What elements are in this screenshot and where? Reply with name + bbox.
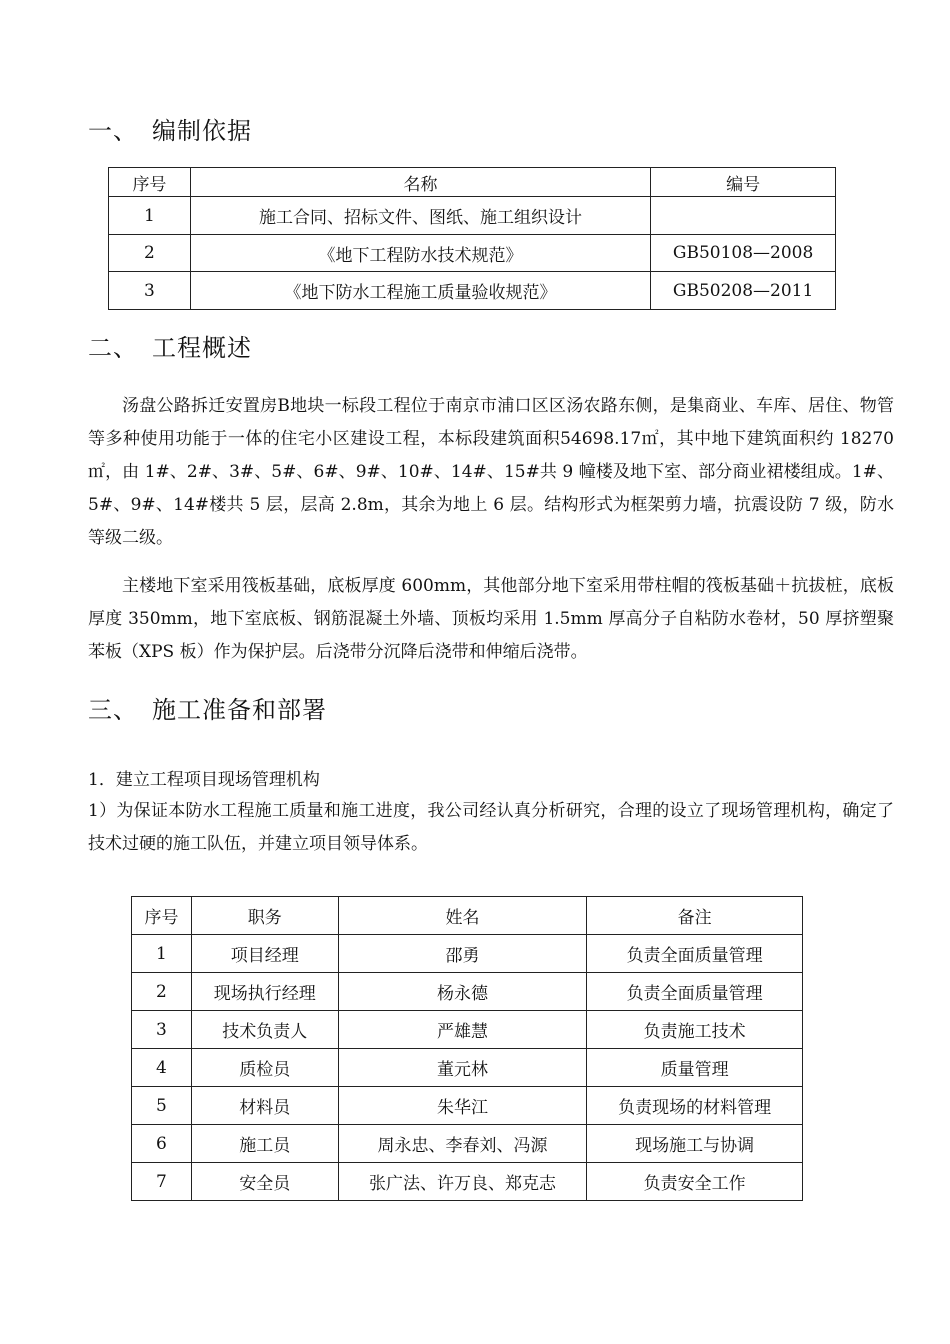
section-3-heading	[88, 690, 327, 725]
table-row	[109, 235, 836, 272]
table-cell: 负责全面质量管理	[587, 973, 803, 1011]
table-cell: 项目经理	[191, 935, 338, 973]
table-cell: 负责现场的材料管理	[587, 1087, 803, 1125]
table-cell: 材料员	[191, 1087, 338, 1125]
table-cell: 《地下防水工程施工质量验收规范》	[190, 272, 650, 310]
table-cell: 现场施工与协调	[587, 1125, 803, 1163]
table-cell: 1	[132, 935, 192, 973]
section-2-title: 工程概述	[152, 334, 252, 362]
table-cell: 2	[109, 235, 191, 272]
table-row	[132, 1125, 803, 1163]
table-cell: 3	[109, 272, 191, 310]
table-cell: 负责安全工作	[587, 1163, 803, 1201]
overview-paragraph-1: 汤盘公路拆迁安置房B地块一标段工程位于南京市浦口区区汤农路东侧，是集商业、车库、居住、物管等多种使用功能于一体的住宅小区建设工程，本标段建筑面积54698.17㎡，其中地下建筑面积约 18270㎡，由 1#、2#、3#、5#、6#、9#、10#、14#、15#共 9 幢楼及地下室、部分商业裙楼组成。1#、5#、9#、14#楼共 5 层，层高 2.8m，其余为地上 6 层。结构形式为框架剪力墙，抗震设防 7 级，防水等级二级。	[88, 396, 894, 548]
header-cell: 备注	[587, 897, 803, 935]
table-cell: 朱华江	[338, 1087, 587, 1125]
table-cell: 负责施工技术	[587, 1011, 803, 1049]
table-cell: GB50208—2011	[651, 272, 836, 310]
header-cell: 序号	[109, 168, 191, 197]
table-cell	[651, 197, 836, 235]
table-cell: 张广法、许万良、郑克志	[338, 1163, 587, 1201]
header-cell: 姓名	[338, 897, 587, 935]
table-cell: 质量管理	[587, 1049, 803, 1087]
table-cell: 7	[132, 1163, 192, 1201]
table-cell: 现场执行经理	[191, 973, 338, 1011]
table-row	[132, 935, 803, 973]
table-row	[109, 272, 836, 310]
section-3-number: 三、	[88, 696, 138, 724]
table-cell: GB50108—2008	[651, 235, 836, 272]
table-row	[109, 197, 836, 235]
table-cell: 质检员	[191, 1049, 338, 1087]
table-cell: 安全员	[191, 1163, 338, 1201]
section-1-heading	[88, 111, 252, 146]
table-cell: 施工员	[191, 1125, 338, 1163]
section-1-number: 一、	[88, 117, 138, 145]
table-cell: 施工合同、招标文件、图纸、施工组织设计	[190, 197, 650, 235]
header-cell: 编号	[651, 168, 836, 197]
table-cell: 2	[132, 973, 192, 1011]
table-cell: 《地下工程防水技术规范》	[190, 235, 650, 272]
table-cell: 杨永德	[338, 973, 587, 1011]
table-row	[132, 1049, 803, 1087]
table-cell: 4	[132, 1049, 192, 1087]
header-cell: 序号	[132, 897, 192, 935]
section-1-title: 编制依据	[152, 117, 252, 145]
table-row	[132, 1011, 803, 1049]
table-row	[132, 973, 803, 1011]
section-2-number: 二、	[88, 334, 138, 362]
item-1-heading: 1．建立工程项目现场管理机构	[88, 770, 320, 790]
header-cell: 名称	[190, 168, 650, 197]
table-cell: 董元林	[338, 1049, 587, 1087]
table-cell: 1	[109, 197, 191, 235]
table-header-row	[109, 168, 836, 197]
table-cell: 6	[132, 1125, 192, 1163]
section-3-title: 施工准备和部署	[152, 696, 327, 724]
table-cell: 3	[132, 1011, 192, 1049]
header-cell: 职务	[191, 897, 338, 935]
item-1-1-paragraph: 1）为保证本防水工程施工质量和施工进度，我公司经认真分析研究，合理的设立了现场管理机构，确定了技术过硬的施工队伍，并建立项目领导体系。	[88, 801, 894, 854]
overview-paragraph-2: 主楼地下室采用筏板基础，底板厚度 600mm，其他部分地下室采用带柱帽的筏板基础＋抗拔桩，底板厚度 350mm，地下室底板、钢筋混凝土外墙、顶板均采用 1.5mm 厚高分子自粘防水卷材，50 厚挤塑聚苯板（XPS 板）作为保护层。后浇带分沉降后浇带和伸缩后浇带。	[88, 576, 894, 662]
section-2-heading	[88, 328, 252, 363]
table-cell: 负责全面质量管理	[587, 935, 803, 973]
table-cell: 严雄慧	[338, 1011, 587, 1049]
table-cell: 邵勇	[338, 935, 587, 973]
table-cell: 技术负责人	[191, 1011, 338, 1049]
management-table	[131, 896, 803, 1201]
table-cell: 周永忠、李春刘、冯源	[338, 1125, 587, 1163]
table-row	[132, 1087, 803, 1125]
table-cell: 5	[132, 1087, 192, 1125]
table-row	[132, 1163, 803, 1201]
reference-table	[108, 167, 836, 310]
table-header-row	[132, 897, 803, 935]
